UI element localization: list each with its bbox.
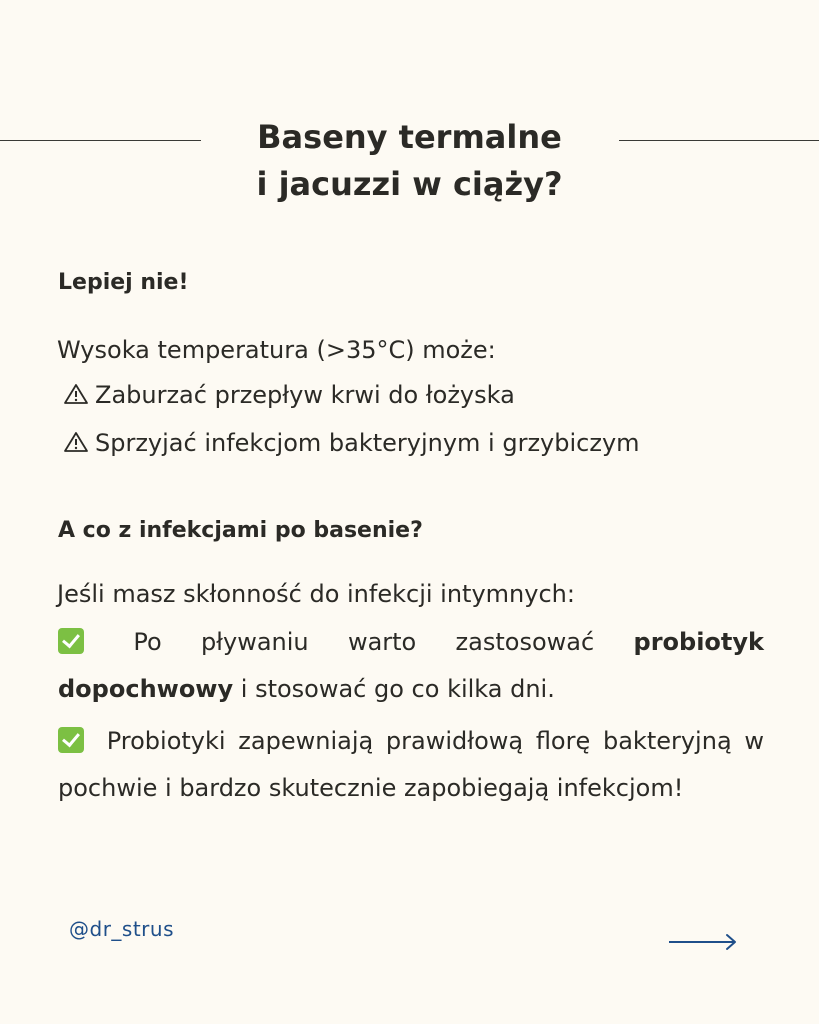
section1-heading: Lepiej nie!	[58, 270, 189, 295]
title-line-1: Baseny termalne	[257, 118, 562, 156]
warning-icon	[63, 383, 89, 405]
check-item-2	[58, 718, 764, 812]
section1-intro: Wysoka temperatura (>35°C) może:	[57, 336, 496, 364]
check-item-2-text: Probiotyki zapewniają prawidłową florę bakteryjną w pochwie i bardzo skutecznie zapobiegają infekcjom!	[58, 727, 764, 802]
check-item-1-after: i stosować go co kilka dni.	[240, 675, 555, 703]
section2-heading: A co z infekcjami po basenie?	[58, 518, 423, 543]
warning-item-2-text: Sprzyjać infekcjom bakteryjnym i grzybiczym	[95, 429, 640, 457]
check-item-1	[58, 619, 764, 713]
check-icon	[58, 727, 84, 753]
check-icon	[58, 628, 84, 654]
section2-intro: Jeśli masz skłonność do infekcji intymnych:	[57, 580, 575, 608]
title-line-2: i jacuzzi w ciąży?	[256, 165, 563, 203]
check-item-1-bold: probiotyk dopochwowy	[58, 628, 764, 703]
check-item-1-before: Po pływaniu warto zastosować	[133, 628, 595, 656]
page-title	[0, 114, 819, 208]
warning-item-1	[57, 372, 515, 419]
warning-item-2	[57, 420, 640, 467]
warning-icon	[63, 431, 89, 453]
author-handle[interactable]: @dr_strus	[69, 917, 174, 941]
arrow-right-icon[interactable]	[668, 932, 738, 952]
warning-item-1-text: Zaburzać przepływ krwi do łożyska	[95, 381, 515, 409]
